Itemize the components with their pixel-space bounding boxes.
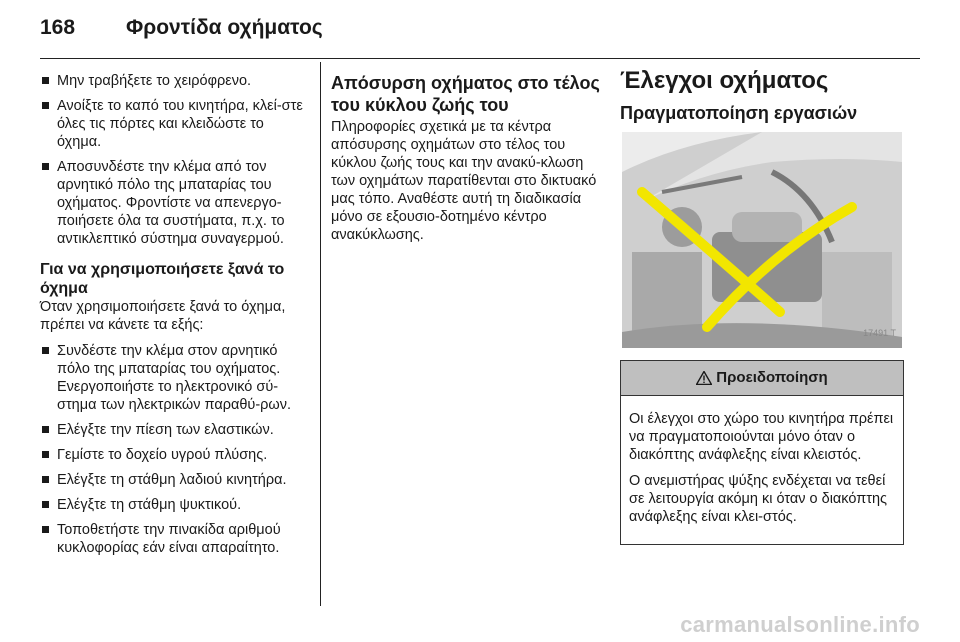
list-item: Ανοίξτε το καπό του κινητήρα, κλεί-στε όλες τις πόρτες και κλειδώστε το όχημα.	[40, 97, 308, 151]
list-item: Μην τραβήξετε το χειρόφρενο.	[40, 72, 308, 90]
page-title: Φροντίδα οχήματος	[126, 16, 323, 39]
warning-paragraph: Οι έλεγχοι στο χώρο του κινητήρα πρέπει να πραγματοποιούνται μόνο όταν ο διακόπτης ανάφλεξης είναι κλειστός.	[629, 411, 894, 463]
left-column	[40, 72, 308, 564]
engine-bay-illustration	[622, 132, 902, 348]
section-title: Έλεγχοι οχήματος	[620, 67, 829, 94]
middle-column	[331, 72, 603, 252]
warning-paragraph: Ο ανεμιστήρας ψύξης ενδέχεται να τεθεί σε λειτουργία ακόμη κι όταν ο διακόπτης ανάφλεξης είναι κλει-στός.	[629, 473, 888, 525]
list-item: Ελέγξτε τη στάθμη ψυκτικού.	[40, 496, 308, 514]
page-number: 168	[40, 16, 76, 39]
list-item: Ελέγξτε τη στάθμη λαδιού κινητήρα.	[40, 471, 308, 489]
warning-header	[621, 361, 903, 396]
bullet-list-top	[40, 72, 308, 248]
header-divider	[40, 58, 920, 59]
watermark: carmanualsonline.info	[680, 612, 920, 637]
right-column	[620, 67, 920, 545]
column-divider	[320, 62, 321, 606]
list-item: Αποσυνδέστε την κλέμα από τον αρνητικό πόλο της μπαταρίας του οχήματος. Φροντίστε να απενεργο-ποιήσετε όλα τα συστήματα, π.χ. το αντικλεπτικό σύστημα συναγερμού.	[40, 158, 308, 248]
bullet-list-bottom	[40, 342, 308, 557]
warning-title: Προειδοποίηση	[716, 369, 828, 386]
section-subtitle: Πραγματοποίηση εργασιών	[620, 103, 858, 123]
warning-body	[621, 396, 903, 544]
list-item: Τοποθετήστε την πινακίδα αριθμού κυκλοφορίας εάν είναι απαραίτητο.	[40, 521, 308, 557]
list-item: Γεμίστε το δοχείο υγρού πλύσης.	[40, 446, 308, 464]
engine-bay-photo	[622, 132, 902, 348]
reuse-intro: Όταν χρησιμοποιήσετε ξανά το όχημα, πρέπει να κάνετε τα εξής:	[40, 299, 286, 333]
warning-triangle-icon	[696, 371, 712, 385]
reuse-heading: Για να χρησιμοποιήσετε ξανά το όχημα	[40, 261, 285, 297]
list-item: Συνδέστε την κλέμα στον αρνητικό πόλο της μπαταρίας του οχήματος. Ενεργοποιήστε το ηλεκτρονικό σύ-στημα των ηλεκτρικών παραθύ-ρων.	[40, 342, 308, 414]
warning-box	[620, 360, 904, 545]
recycling-paragraph: Πληροφορίες σχετικά με τα κέντρα απόσυρσης οχημάτων στο τέλος του κύκλου ζωής τους και την ανακύ-κλωση των οχημάτων παρατίθενται στο δικτυακό μας τόπο. Αναθέστε αυτή τη διαδικασία μόνο σε εξουσιο-δοτημένο κέντρο ανακύκλωσης.	[331, 119, 597, 243]
photo-code: 17491 T	[863, 328, 896, 338]
page-header	[40, 16, 323, 56]
recycling-heading: Απόσυρση οχήματος στο τέλος του κύκλου ζωής του	[331, 73, 600, 115]
list-item: Ελέγξτε την πίεση των ελαστικών.	[40, 421, 308, 439]
